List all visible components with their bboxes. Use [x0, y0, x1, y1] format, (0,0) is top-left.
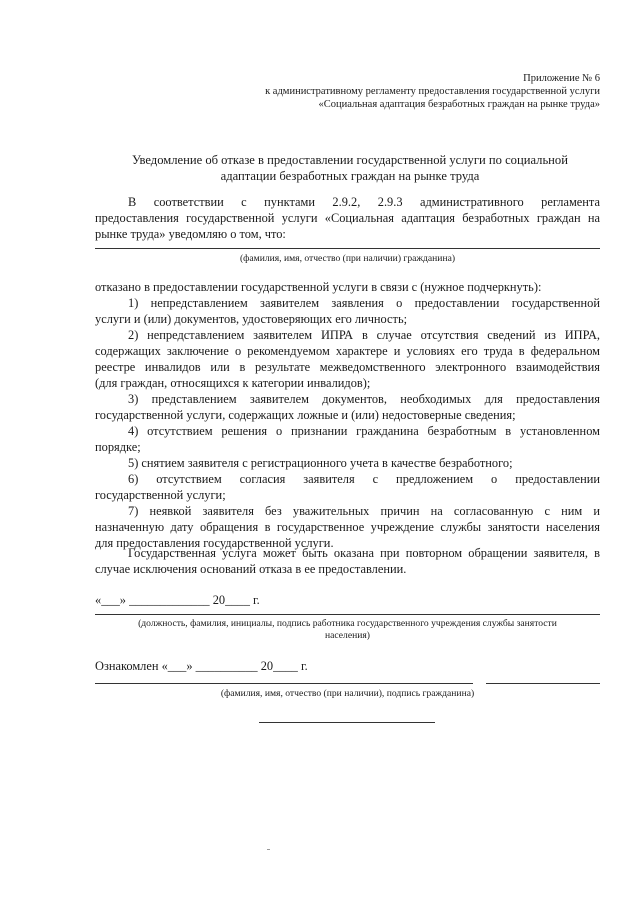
reason-6-line-1: 6) отсутствием согласия заявителя с предложением о предоставлении: [128, 472, 600, 486]
reason-2-line-1: 2) непредставлением заявителем ИПРА в случае отсутствия сведений из ИПРА,: [128, 328, 600, 342]
official-signature-caption: [95, 618, 600, 642]
date-line: «___» _____________ 20____ г.: [95, 593, 260, 607]
acquainted-line: Ознакомлен «___» __________ 20____ г.: [95, 659, 308, 673]
reason-7-line-2: назначенную дату обращения в государственное учреждение службы занятости населения: [95, 520, 600, 534]
title-line-1: Уведомление об отказе в предоставлении государственной услуги по социальной: [132, 153, 568, 167]
reasons-list: [95, 295, 600, 551]
reason-2-line-3: реестре инвалидов или в результате межведомственного электронного взаимодействия: [95, 360, 600, 374]
reason-6-line-2: государственной услуги;: [95, 488, 226, 502]
appendix-regulation: к административному регламенту предоставления государственной услуги: [265, 86, 600, 97]
lower-blank-line: [259, 722, 435, 723]
reason-1-line-2: услуги и (или) документов, удостоверяющих его личность;: [95, 312, 408, 326]
refusal-statement: отказано в предоставлении государственной услуги в связи с (нужное подчеркнуть):: [95, 280, 542, 294]
reason-4-line-2: порядке;: [95, 440, 141, 454]
appendix-number: Приложение № 6: [523, 73, 600, 84]
closing-line-2: случае исключения оснований отказа в ее предоставлении.: [95, 562, 407, 576]
citizen-name-caption: (фамилия, имя, отчество (при наличии) гражданина): [239, 253, 456, 264]
citizen-name-line: [95, 248, 600, 249]
reason-1-line-1: 1) непредставлением заявителем заявления о предоставлении государственной: [128, 296, 600, 310]
official-signature-line: [95, 614, 600, 615]
reason-4-line-1: 4) отсутствием решения о признании гражданина безработным в установленном: [128, 424, 600, 438]
reason-3-line-2: государственной услуги, содержащих ложные и (или) недостоверные сведения;: [95, 408, 516, 422]
citizen-signature-line: [486, 683, 600, 684]
citizen-fullname-line: [95, 683, 473, 684]
appendix-header: [265, 72, 600, 111]
reason-2-line-4: (для граждан, относящихся к категории инвалидов);: [95, 376, 371, 390]
reason-7-line-3: для предоставления государственной услуги.: [95, 536, 334, 550]
intro-line-3: рынке труда» уведомляю о том, что:: [95, 227, 286, 241]
reason-5-line-1: 5) снятием заявителя с регистрационного учета в качестве безработного;: [128, 456, 513, 470]
intro-line-2: предоставления государственной услуги «Социальная адаптация безработных граждан на: [95, 211, 600, 225]
document-title: [95, 152, 605, 184]
appendix-service-name: «Социальная адаптация безработных граждан на рынке труда»: [318, 99, 600, 110]
intro-line-1: В соответствии с пунктами 2.9.2, 2.9.3 административного регламента: [128, 195, 600, 209]
reason-3-line-1: 3) представлением заявителем документов, необходимых для предоставления: [128, 392, 600, 406]
title-line-2: адаптации безработных граждан на рынке труда: [220, 169, 480, 183]
official-caption-line-2: населения): [325, 630, 370, 641]
citizen-signature-caption: (фамилия, имя, отчество (при наличии), подпись гражданина): [220, 688, 475, 699]
official-caption-line-1: (должность, фамилия, инициалы, подпись работника государственного учреждения службы занятости: [138, 618, 557, 629]
scan-speck: [267, 849, 270, 850]
reason-7-line-1: 7) неявкой заявителя без уважительных причин на согласованную с ним и: [128, 504, 600, 518]
reason-2-line-2: содержащих заключение о рекомендуемом характере и условиях его труда в федеральном: [95, 344, 600, 358]
closing-line-1: Государственная услуга может быть оказана при повторном обращении заявителя, в: [128, 546, 600, 560]
